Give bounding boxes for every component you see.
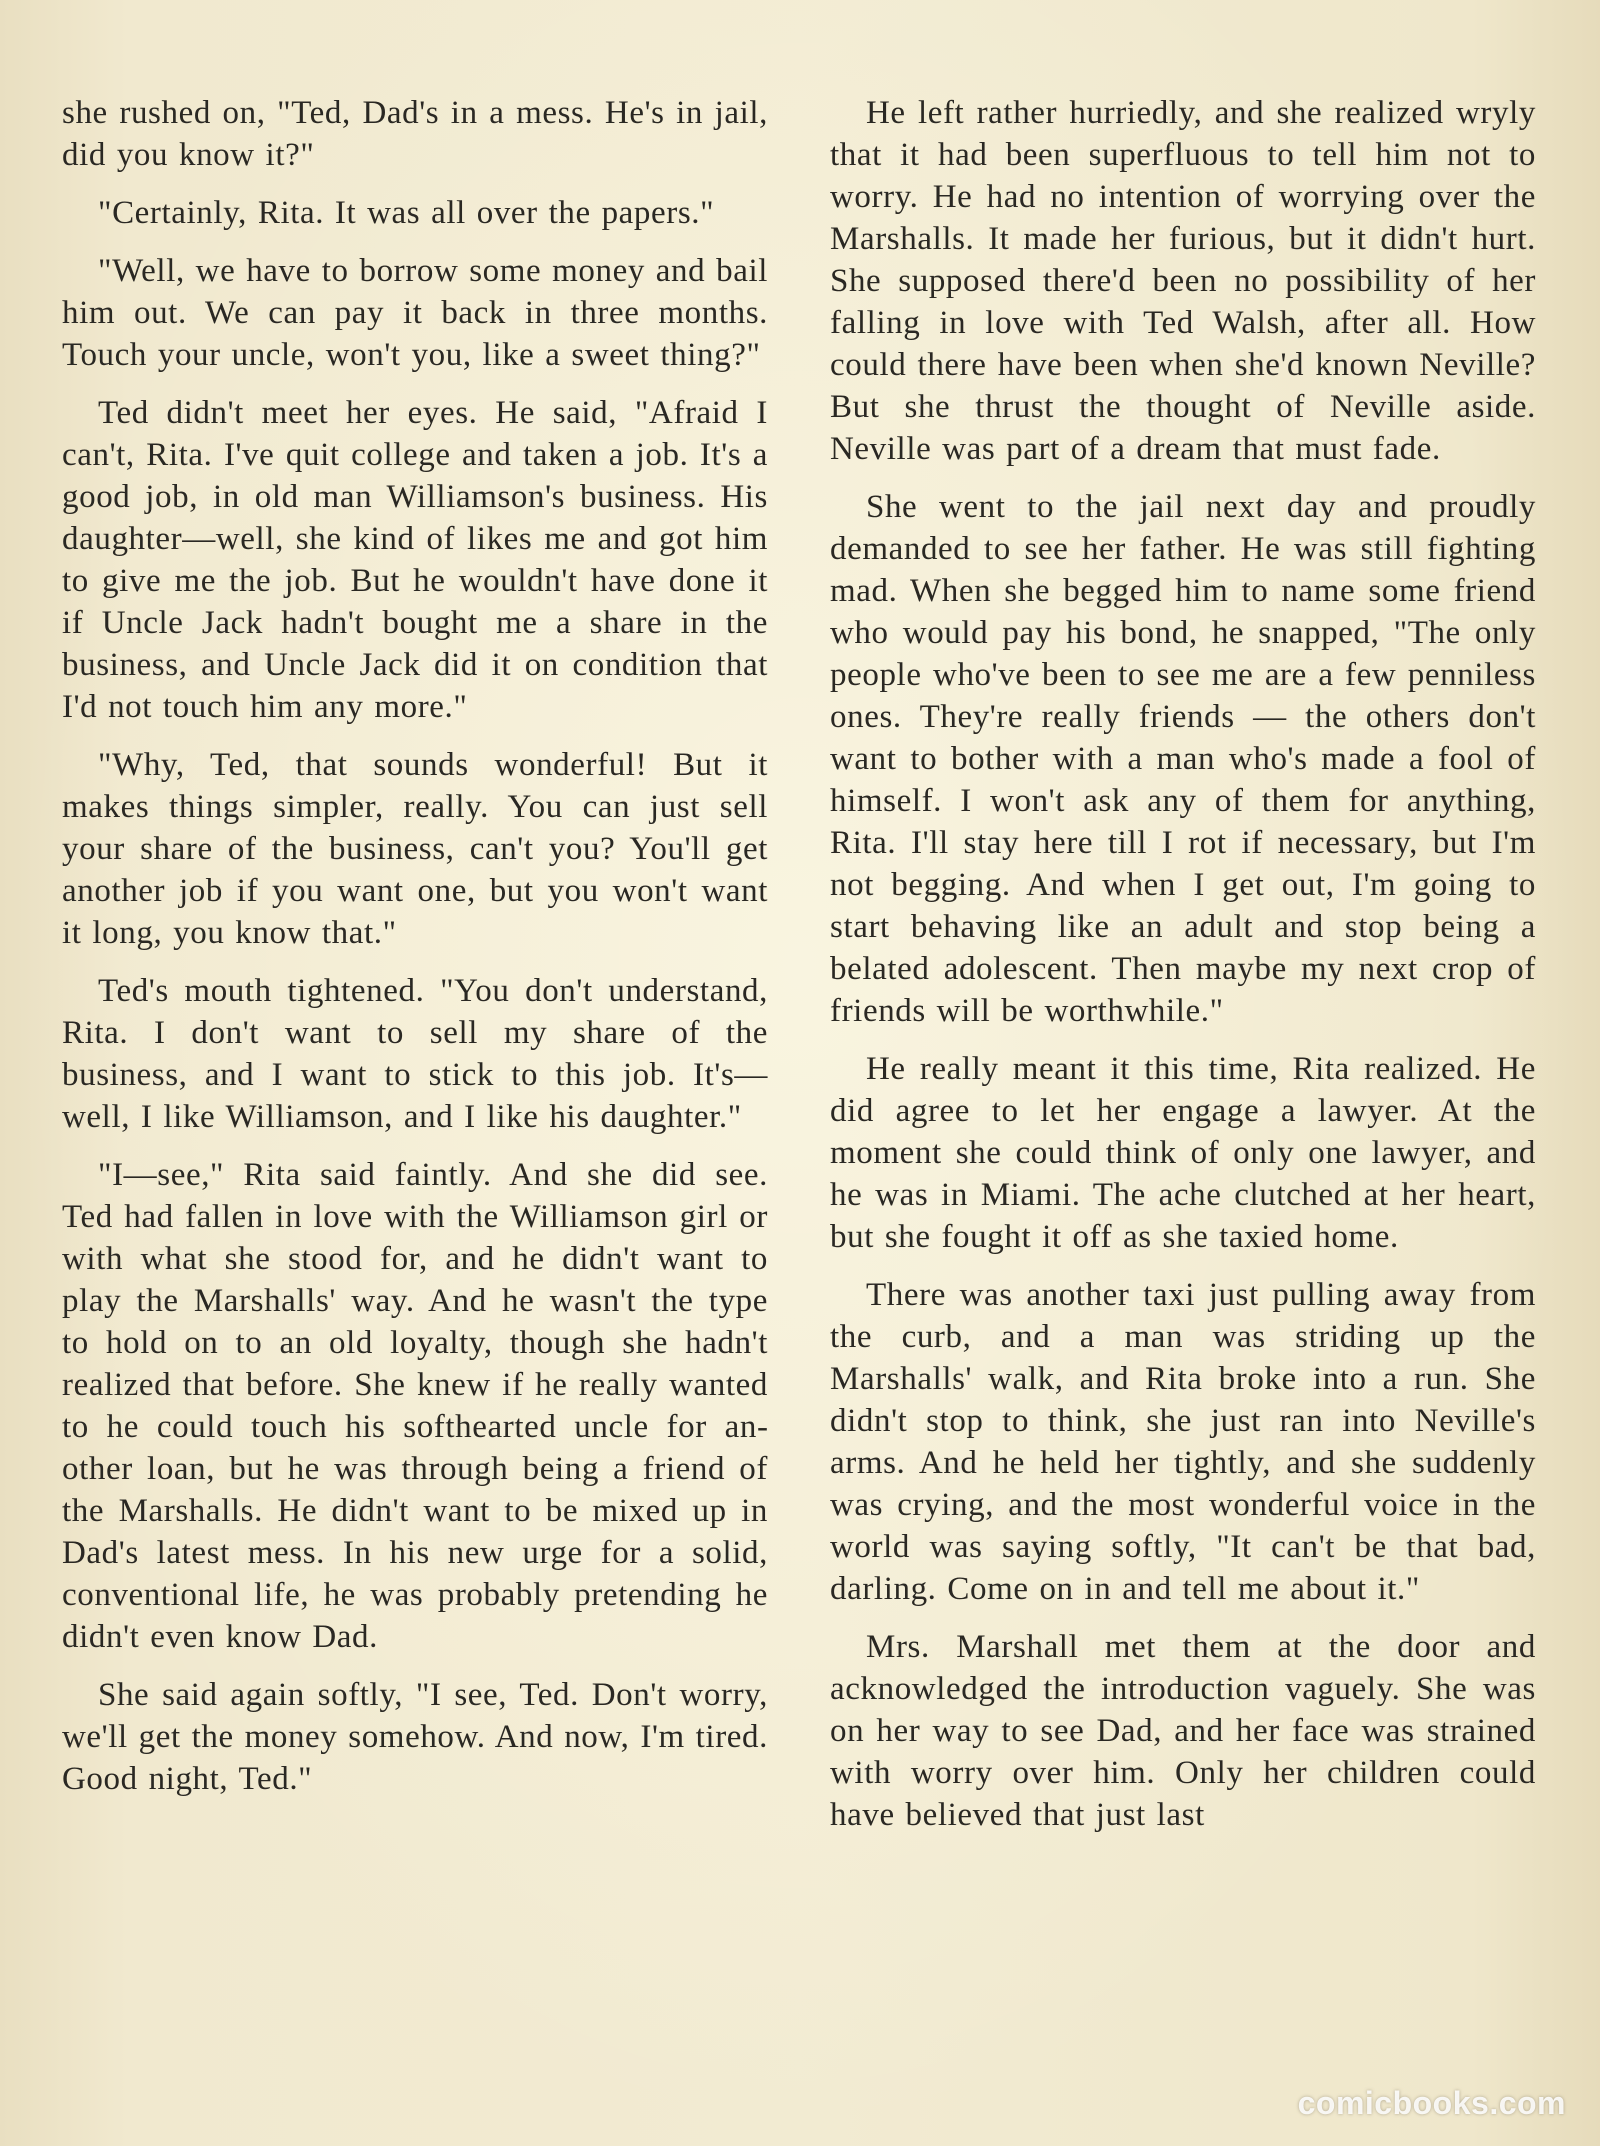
paragraph: "Why, Ted, that sounds wonderful! But it makes things simpler, really. You can just sell your share of the business, can't you? You'll get another job if you want one, but you won't want it long, you know that." <box>62 747 768 951</box>
paragraph: she rushed on, "Ted, Dad's in a mess. He's in jail, did you know it?" <box>62 95 768 173</box>
paragraph: "I—see," Rita said faintly. And she did see. Ted had fallen in love with the Williamson girl or with what she stood for, and he didn't want to play the Marshalls' way. And he wasn't the type to hold on to an old loyalty, though she hadn't realized that before. She knew if he really wanted to he could touch his softhearted uncle for another loan, but he was through being a friend of the Marshalls. He didn't want to be mixed up in Dad's latest mess. In his new urge for a solid, conventional life, he was probably pretending he didn't even know Dad. <box>62 1157 768 1655</box>
paragraph: Mrs. Marshall met them at the door and acknowledged the introduction vaguely. She was on her way to see Dad, and her face was strained with worry over him. Only her children could have believed that just last <box>830 1629 1536 1833</box>
paragraph: Ted didn't meet her eyes. He said, "Afraid I can't, Rita. I've quit college and taken a job. It's a good job, in old man Williamson's business. His daughter—well, she kind of likes me and got him to give me the job. But he wouldn't have done it if Uncle Jack hadn't bought me a share in the business, and Uncle Jack did it on condition that I'd not touch him any more." <box>62 395 768 725</box>
paragraph: "Certainly, Rita. It was all over the papers." <box>98 195 715 231</box>
paragraph: "Well, we have to borrow some money and bail him out. We can pay it back in three months. Touch your uncle, won't you, like a sweet thing?" <box>62 253 768 373</box>
paragraph: He really meant it this time, Rita realized. He did agree to let her engage a lawyer. At the moment she could think of only one lawyer, and he was in Miami. The ache clutched at her heart, but she fought it off as she taxied home. <box>830 1051 1536 1255</box>
paragraph: He left rather hurriedly, and she realized wryly that it had been superfluous to tell him not to worry. He had no intention of worrying over the Marshalls. It made her furious, but it didn't hurt. She supposed there'd been no possibility of her falling in love with Ted Walsh, after all. How could there have been when she'd known Neville? But she thrust the thought of Neville aside. Neville was part of a dream that must fade. <box>830 95 1536 467</box>
left-text-column <box>62 92 768 1816</box>
paragraph: She went to the jail next day and proudly demanded to see her father. He was still fighting mad. When she begged him to name some friend who would pay his bond, he snapped, "The only people who've been to see me are a few penniless ones. They're really friends — the others don't want to bother with a man who's made a fool of himself. I won't ask any of them for anything, Rita. I'll stay here till I rot if necessary, but I'm not begging. And when I get out, I'm going to start behaving like an adult and stop being a belated adolescent. Then maybe my next crop of friends will be worthwhile." <box>830 489 1536 1029</box>
paragraph: She said again softly, "I see, Ted. Don't worry, we'll get the money somehow. And now, I'm tired. Good night, Ted." <box>62 1677 768 1797</box>
paragraph: There was another taxi just pulling away from the curb, and a man was striding up the Marshalls' walk, and Rita broke into a run. She didn't stop to think, she just ran into Neville's arms. And he held her tightly, and she suddenly was crying, and the most wonderful voice in the world was saying softly, "It can't be that bad, darling. Come on in and tell me about it." <box>830 1277 1536 1607</box>
paragraph: Ted's mouth tightened. "You don't understand, Rita. I don't want to sell my share of the business, and I want to stick to this job. It's—well, I like Williamson, and I like his daughter." <box>62 973 768 1135</box>
site-watermark: comicbooks.com <box>1297 2085 1566 2121</box>
right-text-column <box>830 92 1536 1852</box>
